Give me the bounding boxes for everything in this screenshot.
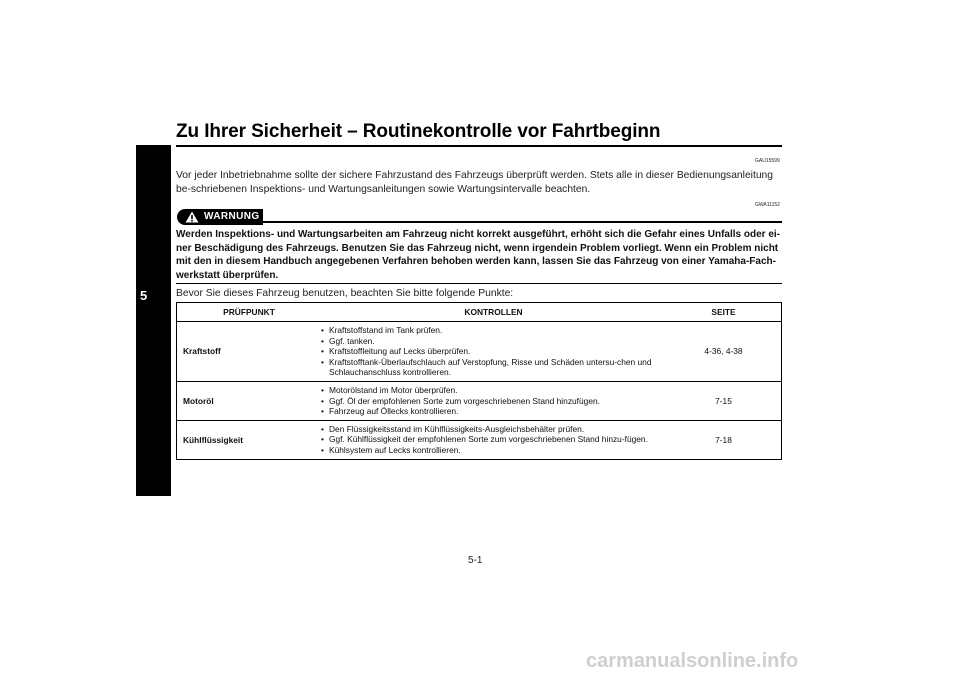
- header-kontrollen: KONTROLLEN: [321, 303, 666, 322]
- item-cell: Motoröl: [177, 381, 322, 420]
- page-number: 5-1: [468, 555, 483, 566]
- check-list: [321, 322, 666, 381]
- checks-cell: [321, 381, 666, 420]
- warning-text: Werden Inspektions- und Wartungsarbeiten am Fahrzeug nicht korrekt ausgeführt, erhöht sich die Gefahr eines Unfalls oder ei-ner Beschädigung des Fahrzeugs. Benutzen Sie das Fahrzeug nicht, wenn irgendein Problem vorliegt. Wenn ein Problem nicht mit den in diesem Handbuch angegebenen Verfahren behoben werden kann, lassen Sie das Fahrzeug von einer Yamaha-Fach-werkstatt überprüfen.: [176, 229, 780, 281]
- title-rule: [176, 145, 782, 147]
- list-item: • Ggf. tanken.: [321, 336, 666, 347]
- inspection-table: [176, 302, 782, 460]
- warning-label: WARNUNG: [204, 211, 260, 222]
- page-title: Zu Ihrer Sicherheit – Routinekontrolle vor Fahrtbeginn: [176, 121, 661, 142]
- warning-triangle-icon: [185, 211, 199, 223]
- page-cell: 7-15: [666, 381, 782, 420]
- check-list: [321, 421, 666, 459]
- list-item: • Motorölstand im Motor überprüfen.: [321, 385, 666, 396]
- chapter-number: 5: [140, 288, 148, 303]
- table-row: [177, 381, 782, 420]
- check-list: [321, 382, 666, 420]
- warning-bottom-rule: [176, 283, 782, 284]
- chapter-tab: [136, 145, 171, 496]
- list-item: • Kraftstoffleitung auf Lecks überprüfen.: [321, 346, 666, 357]
- item-cell: Kraftstoff: [177, 322, 322, 382]
- checks-cell: [321, 420, 666, 459]
- intro-reference-code: GAU15599: [755, 158, 780, 164]
- intro-paragraph: Vor jeder Inbetriebnahme sollte der sichere Fahrzustand des Fahrzeugs überprüft werden. Stets alle in dieser Bedienungsanleitung be-schriebenen Inspektions- und Wartungsanleitungen sowie Wartungsintervalle beachten.: [176, 170, 774, 195]
- table-row: [177, 322, 782, 382]
- table-row: [177, 420, 782, 459]
- list-item: • Ggf. Öl der empfohlenen Sorte zum vorgeschriebenen Stand hinzufügen.: [321, 396, 666, 407]
- list-item: • Kraftstoffstand im Tank prüfen.: [321, 325, 666, 336]
- page-cell: 4-36, 4-38: [666, 322, 782, 382]
- header-seite: SEITE: [666, 303, 782, 322]
- list-item: • Ggf. Kühlflüssigkeit der empfohlenen Sorte zum vorgeschriebenen Stand hinzu-fügen.: [321, 434, 666, 445]
- checks-cell: [321, 322, 666, 382]
- watermark: carmanualsonline.info: [586, 650, 799, 672]
- header-pruefpunkt: PRÜFPUNKT: [177, 303, 322, 322]
- warning-badge: [177, 209, 263, 225]
- table-header-row: [177, 303, 782, 322]
- list-item: • Kraftstofftank-Überlaufschlauch auf Verstopfung, Risse und Schäden untersu-chen und Schlauchanschluss kontrollieren.: [321, 357, 666, 378]
- list-item: • Kühlsystem auf Lecks kontrollieren.: [321, 445, 666, 456]
- lead-text: Bevor Sie dieses Fahrzeug benutzen, beachten Sie bitte folgende Punkte:: [176, 288, 514, 299]
- list-item: • Den Flüssigkeitsstand im Kühlflüssigkeits-Ausgleichsbehälter prüfen.: [321, 424, 666, 435]
- warning-reference-code: GWA11152: [755, 202, 780, 208]
- list-item: • Fahrzeug auf Öllecks kontrollieren.: [321, 406, 666, 417]
- page-cell: 7-18: [666, 420, 782, 459]
- warning-rule: [263, 221, 782, 223]
- item-cell: Kühlflüssigkeit: [177, 420, 322, 459]
